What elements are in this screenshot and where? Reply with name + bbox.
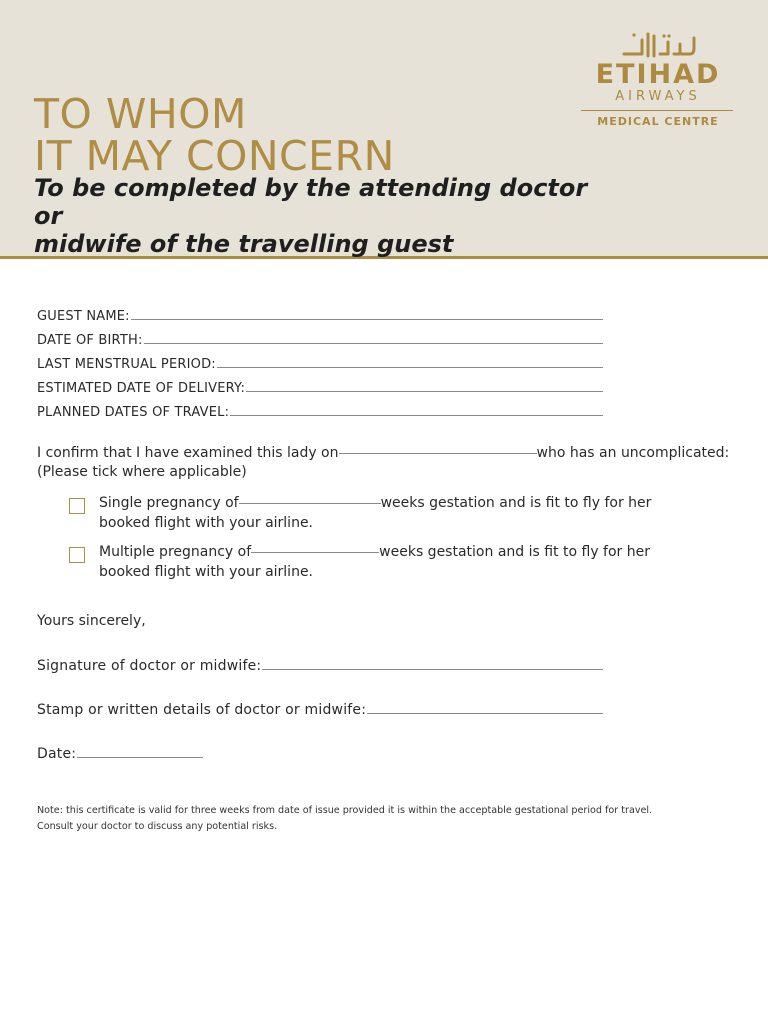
logo-divider (581, 110, 733, 111)
multiple-pregnancy-label: Multiple pregnancy of (99, 544, 252, 560)
multiple-suffix: weeks gestation and is fit to fly for her (379, 544, 650, 560)
confirm-statement (37, 444, 729, 462)
date-line[interactable] (77, 757, 203, 758)
title-line-2: IT MAY CONCERN (34, 132, 395, 180)
multiple-line-2: booked flight with your airline. (99, 564, 314, 580)
logo-medical-centre: MEDICAL CENTRE (597, 115, 719, 128)
stamp-label: Stamp or written details of doctor or midwife: (37, 702, 367, 718)
last-period-field[interactable] (37, 352, 603, 372)
date-of-birth-label: DATE OF BIRTH: (37, 333, 143, 348)
validity-note (37, 803, 652, 835)
single-weeks-line[interactable] (239, 503, 381, 504)
logo-wordmark: ETIHAD (595, 59, 721, 90)
note-line-2: Consult your doctor to discuss any potential risks. (37, 821, 278, 832)
multiple-pregnancy-text (99, 543, 650, 561)
stamp-field[interactable] (37, 698, 603, 718)
page-title (34, 90, 395, 180)
guest-name-line[interactable] (131, 319, 603, 320)
date-of-birth-field[interactable] (37, 328, 603, 348)
guest-name-label: GUEST NAME: (37, 309, 130, 324)
confirm-prefix: I confirm that I have examined this lady on (37, 445, 339, 461)
last-period-line[interactable] (217, 367, 603, 368)
delivery-date-line[interactable] (246, 391, 603, 392)
signature-label: Signature of doctor or midwife: (37, 658, 262, 674)
delivery-date-field[interactable] (37, 376, 603, 396)
signature-field[interactable] (37, 654, 603, 674)
etihad-logo (578, 30, 738, 135)
header-band (0, 0, 768, 259)
single-line-2: booked flight with your airline. (99, 515, 314, 531)
tick-hint: (Please tick where applicable) (37, 464, 247, 480)
arabic-wordmark-icon (620, 30, 696, 60)
note-line-1: Note: this certificate is valid for three weeks from date of issue provided it is within the acceptable gestational period for travel. (37, 805, 653, 816)
logo-airways: AIRWAYS (615, 89, 701, 104)
page-subtitle (34, 174, 594, 258)
travel-dates-field[interactable] (37, 400, 603, 420)
subtitle-line-2: midwife of the travelling guest (34, 230, 454, 258)
single-suffix: weeks gestation and is fit to fly for her (380, 495, 652, 511)
date-of-birth-line[interactable] (144, 343, 603, 344)
multiple-weeks-line[interactable] (251, 552, 379, 553)
date-field[interactable] (37, 742, 203, 762)
last-period-label: LAST MENSTRUAL PERIOD: (37, 357, 216, 372)
yours-sincerely: Yours sincerely, (37, 613, 146, 629)
travel-dates-line[interactable] (230, 415, 603, 416)
multiple-pregnancy-checkbox[interactable] (69, 547, 85, 563)
single-pregnancy-text (99, 494, 651, 512)
confirm-suffix: who has an uncomplicated: (536, 445, 730, 461)
title-line-1: TO WHOM (34, 90, 247, 138)
travel-dates-label: PLANNED DATES OF TRAVEL: (37, 405, 230, 420)
signature-line[interactable] (262, 669, 603, 670)
subtitle-line-1: To be completed by the attending doctor or (34, 174, 588, 230)
delivery-date-label: ESTIMATED DATE OF DELIVERY: (37, 381, 246, 396)
single-pregnancy-label: Single pregnancy of (99, 495, 239, 511)
single-pregnancy-checkbox[interactable] (69, 498, 85, 514)
guest-name-field[interactable] (37, 304, 603, 324)
stamp-line[interactable] (367, 713, 603, 714)
exam-date-line[interactable] (339, 453, 537, 454)
date-label: Date: (37, 746, 77, 762)
